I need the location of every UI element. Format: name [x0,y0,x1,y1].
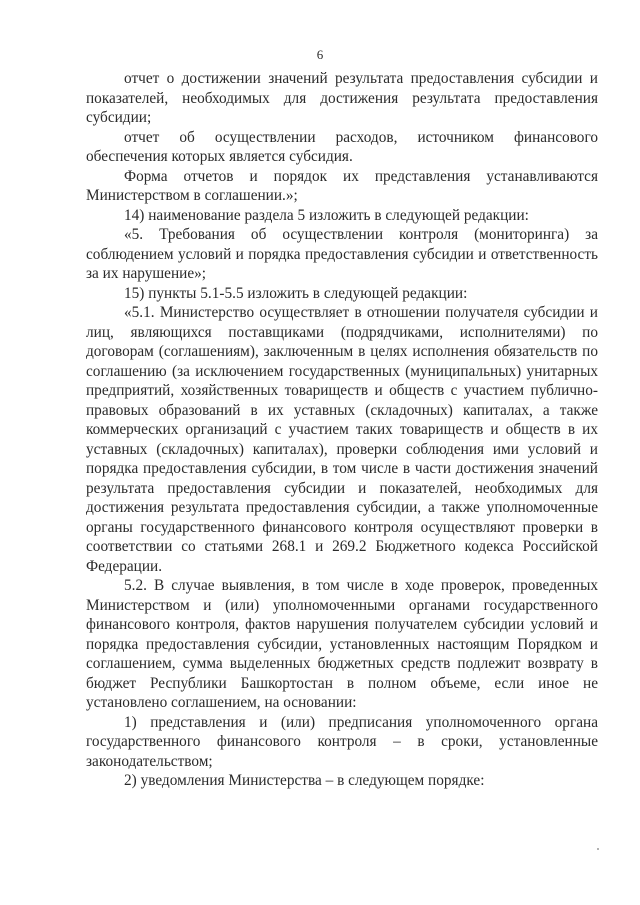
page-number: 6 [316,47,324,62]
paragraph-clause-5-2: 5.2. В случае выявления, в том числе в ходе проверок, проведенных Министерством и (или) уполномоченными органами государственного финансового контроля, фактов нарушения получателем субсидии условий и порядка предоставления субсидии, установленных настоящим Порядком и соглашением, сумма выделенных бюджетных средств подлежит возврату в бюджет Республики Башкортостан в полном объеме, если иное не установлено соглашением, на основании: [86,577,598,711]
scan-speck [597,848,599,850]
paragraph-clause-5-1: «5.1. Министерство осуществляет в отношении получателя субсидии и лиц, являющихся поставщиками (подрядчиками, исполнителями) по договорам (соглашениям), заключенным в целях исполнения обязательств по соглашению (за исключением государственных (муниципальных) унитарных предприятий, хозяйственных товариществ и обществ с участием публично-правовых образований в их уставных (складочных) капиталах, а также коммерческих организаций с участием таких товариществ и обществ в их уставных (складочных) капиталах), проверки соблюдения ими условий и порядка предоставления субсидии, в том числе в части достижения значений результата предоставления субсидии и показателей, необходимых для достижения результата предоставления субсидии, а также уполномоченные органы государственного финансового контроля осуществляют проверки в соответствии со статьями 268.1 и 269.2 Бюджетного кодекса Российской Федерации. [86,304,598,575]
paragraph-item-14: 14) наименование раздела 5 изложить в следующей редакции: [124,206,529,224]
paragraph-subitem-2: 2) уведомления Министерства – в следующем порядке: [124,772,485,789]
paragraph-section-5-title: «5. Требования об осуществлении контроля (мониторинга) за соблюдением условий и порядка предоставления субсидии и ответственность за их нарушение»; [86,226,598,282]
paragraph-subitem-1: 1) представления и (или) предписания уполномоченного органа государственного финансового контроля – в сроки, установленные законодательством; [86,713,598,770]
paragraph-report-form: Форма отчетов и порядок их представления устанавливаются Министерством в соглашении.»; [86,167,598,204]
paragraph-report-expenses: отчет об осуществлении расходов, источником финансового обеспечения которых является субсидия. [86,128,598,165]
paragraph-item-15: 15) пункты 5.1-5.5 изложить в следующей редакции: [124,284,468,302]
document-body [86,69,598,791]
paragraph-report-achievement: отчет о достижении значений результата предоставления субсидии и показателей, необходимых для достижения результата предоставления субсидии; [86,70,598,126]
